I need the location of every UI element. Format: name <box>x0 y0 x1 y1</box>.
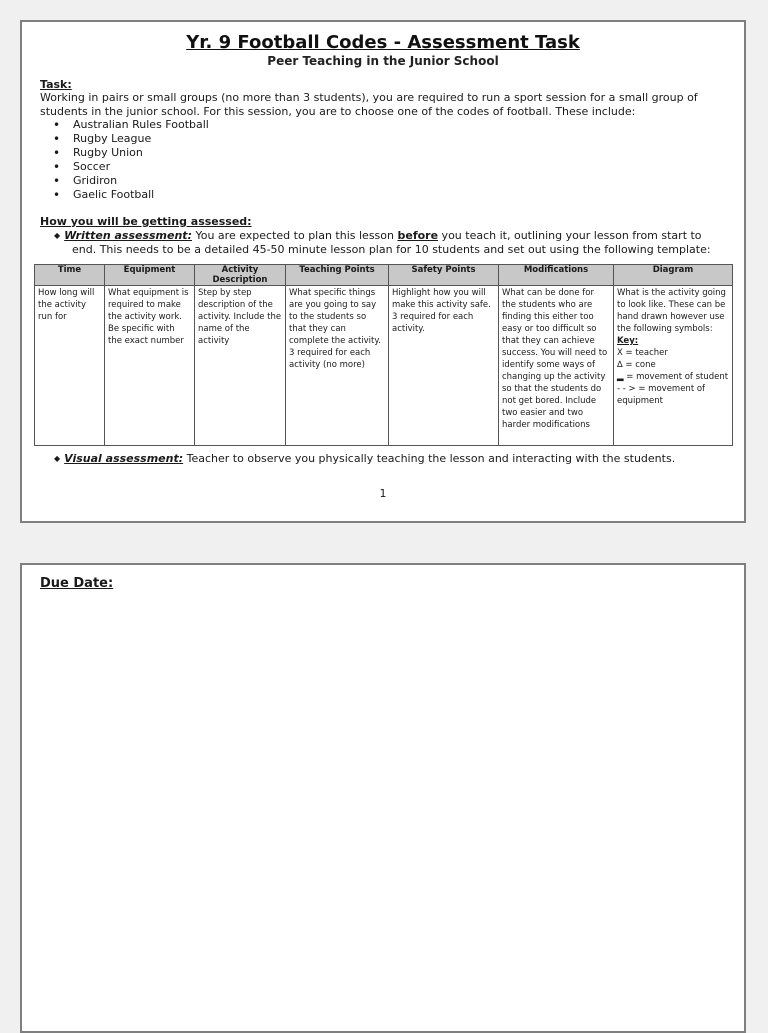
cell-activity-description: Step by step description of the activity. Include the name of the activity <box>195 286 286 446</box>
key-item: ∆ = cone <box>617 360 656 370</box>
written-emphasis: before <box>397 229 439 242</box>
written-text-b: you teach it, outlining your lesson from start to <box>438 229 702 242</box>
written-assessment-label: Written assessment: <box>64 229 192 242</box>
diamond-bullet-icon: ◆ <box>54 231 61 240</box>
cell-time: How long will the activity run for <box>35 286 105 446</box>
visual-assessment-label: Visual assessment: <box>64 452 184 465</box>
written-assessment <box>54 229 714 257</box>
key-heading: Key: <box>617 336 639 346</box>
header-modifications: Modifications <box>499 265 614 286</box>
diagram-intro: What is the activity going to look like. These can be hand drawn however use the following symbols: <box>617 288 726 334</box>
key-item: X = teacher <box>617 348 668 358</box>
page-title: Yr. 9 Football Codes - Assessment Task <box>186 32 580 53</box>
list-item: • Rugby League <box>73 132 209 146</box>
table-header-row <box>35 265 733 286</box>
table-row <box>35 286 733 446</box>
header-activity-description: Activity Description <box>195 265 286 286</box>
cell-equipment: What equipment is required to make the activity work. Be specific with the exact number <box>105 286 195 446</box>
list-item: • Rugby Union <box>73 146 209 160</box>
cell-diagram <box>614 286 733 446</box>
due-date-label: Due Date: <box>40 576 114 591</box>
cell-safety-points: Highlight how you will make this activity safe. 3 required for each activity. <box>389 286 499 446</box>
key-item: ▂ = movement of student <box>617 372 729 382</box>
diamond-bullet-icon: ◆ <box>54 454 61 463</box>
football-codes-list <box>40 118 209 202</box>
visual-assessment <box>54 452 675 466</box>
written-text-c: end. This needs to be a detailed 45-50 minute lesson plan for 10 students and set out using the following template: <box>72 243 711 256</box>
task-intro: Working in pairs or small groups (no more than 3 students), you are required to run a sport session for a small group of students in the junior school. For this session, you are to choose one of the codes of football. These include: <box>40 91 698 118</box>
page-subtitle: Peer Teaching in the Junior School <box>267 54 499 68</box>
list-item: • Soccer <box>73 160 209 174</box>
header-safety-points: Safety Points <box>389 265 499 286</box>
key-item: - - > = movement of equipment <box>617 384 706 406</box>
task-heading: Task: <box>40 78 72 91</box>
list-item: • Australian Rules Football <box>73 118 209 132</box>
lesson-plan-table <box>34 264 733 446</box>
document-page-1 <box>20 20 746 523</box>
list-item: • Gridiron <box>73 174 209 188</box>
written-text-a: You are expected to plan this lesson <box>191 229 398 242</box>
header-time: Time <box>35 265 105 286</box>
header-equipment: Equipment <box>105 265 195 286</box>
cell-teaching-points: What specific things are you going to say to the students so that they can complete the activity. 3 required for each activity (no more) <box>286 286 389 446</box>
document-page-2 <box>20 563 746 1033</box>
page-number: 1 <box>379 487 387 500</box>
assessment-heading: How you will be getting assessed: <box>40 215 252 228</box>
visual-assessment-text: Teacher to observe you physically teaching the lesson and interacting with the students. <box>183 452 676 465</box>
cell-modifications: What can be done for the students who are finding this either too easy or too difficult so that they can achieve success. You will need to identify some ways of changing up the activity so that the students do not get bored. Include two easier and two harder modifications <box>499 286 614 446</box>
list-item: • Gaelic Football <box>73 188 209 202</box>
header-teaching-points: Teaching Points <box>286 265 389 286</box>
header-diagram: Diagram <box>614 265 733 286</box>
